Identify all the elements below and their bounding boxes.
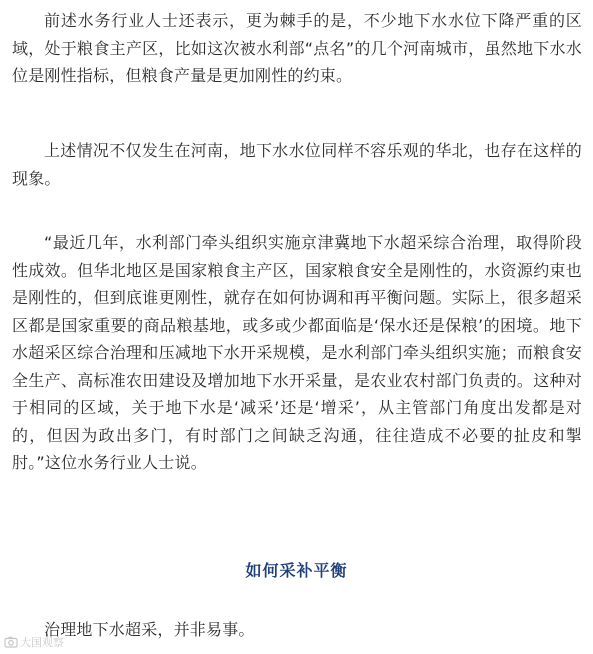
watermark-text: 大国观察 — [20, 636, 64, 649]
camera-logo-icon — [4, 635, 18, 649]
article-paragraph-4: 治理地下水超采，并非易事。 — [44, 620, 255, 639]
article-paragraph-3: “最近几年，水利部门牵头组织实施京津冀地下水超采综合治理，取得阶段性成效。但华北地区是国家粮食主产区，国家粮食安全是刚性的，水资源约束也是刚性的，但到底谁更刚性，就存在如何协调和再平衡问题。实际上，很多超采区都是国家重要的商品粮基地，或多或少都面临是‘保水还是保粮’的困境。地下水超采区综合治理和压减地下水开采规模，是水利部门牵头组织实施；而粮食安全生产、高标准农田建设及增加地下水开采量，是农业农村部门负责的。这种对于相同的区域，关于地下水是‘减采’还是‘增采’，从主管部门角度出发都是对的，但因为政出多门，有时部门之间缺乏沟通，往往造成不必要的扯皮和掣肘。”这位水务行业人士说。 — [12, 233, 582, 472]
section-subheading: 如何采补平衡 — [245, 561, 348, 580]
watermark — [4, 634, 64, 650]
article-paragraph-2: 上述情况不仅发生在河南，地下水水位同样不容乐观的华北，也存在这样的现象。 — [12, 141, 582, 188]
article-paragraph-1: 前述水务行业人士还表示，更为棘手的是，不少地下水水位下降严重的区域，处于粮食主产区，比如这次被水利部“点名”的几个河南城市，虽然地下水水位是刚性指标，但粮食产量是更加刚性的约束。 — [12, 11, 582, 85]
